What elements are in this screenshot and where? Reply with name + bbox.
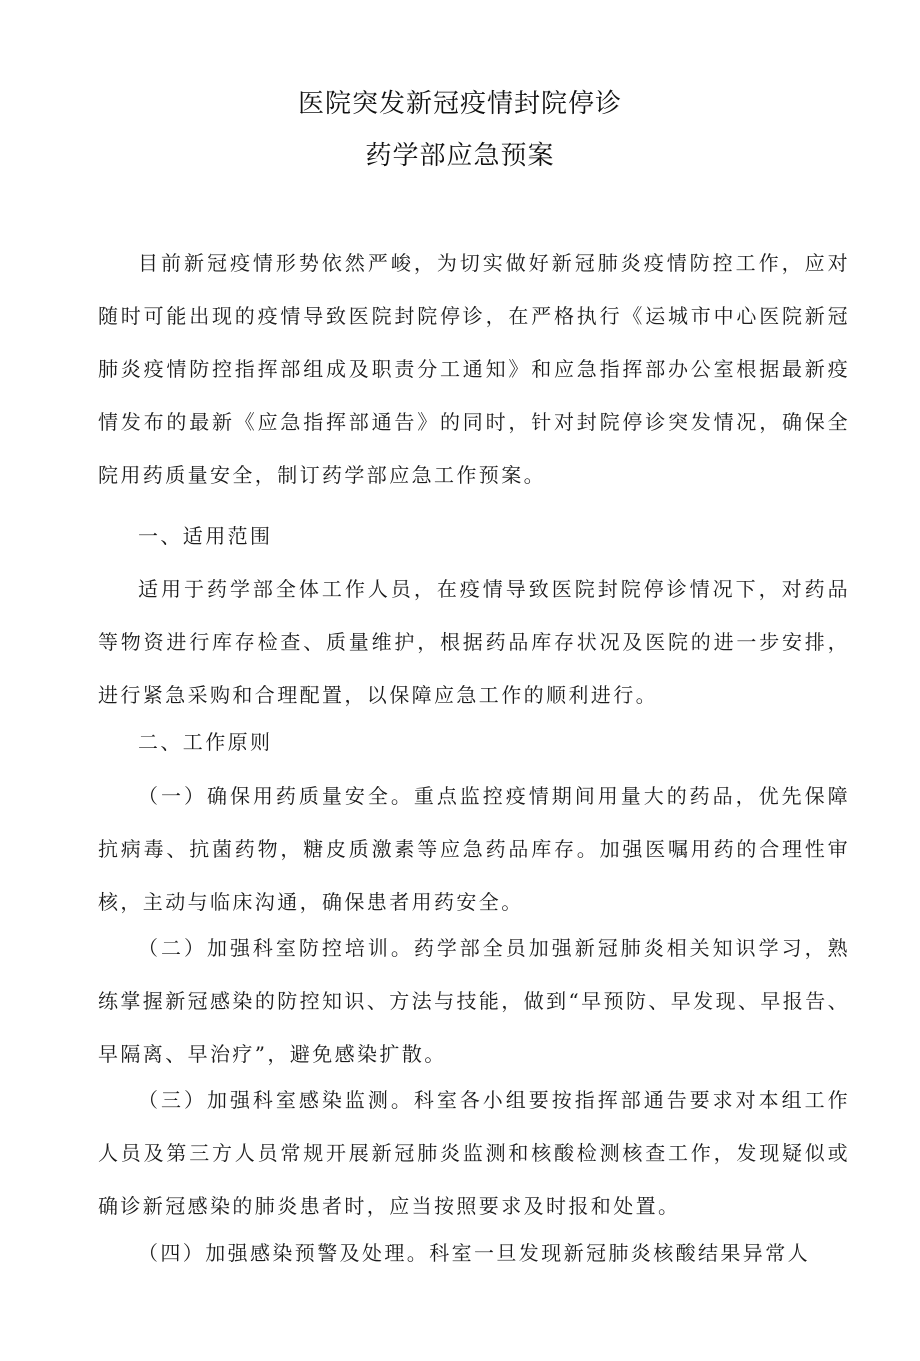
principle-paragraph-2: （二）加强科室防控培训。药学部全员加强新冠肺炎相关知识学习，熟练掌握新冠感染的防控知识、方法与技能，做到“早预防、早发现、早报告、早隔离、早治疗”，避免感染扩散。 <box>98 936 850 1066</box>
section-heading-principles: 二、工作原则 <box>138 730 273 754</box>
document-title-line-2: 药学部应急预案 <box>365 141 555 171</box>
principle-paragraph-4: （四）加强感染预警及处理。科室一旦发现新冠肺炎核酸结果异常人 <box>138 1241 810 1265</box>
principle-paragraph-3: （三）加强科室感染监测。科室各小组要按指挥部通告要求对本组工作人员及第三方人员常规开展新冠肺炎监测和核酸检测核查工作，发现疑似或确诊新冠感染的肺炎患者时，应当按照要求及时报和处置。 <box>98 1088 850 1218</box>
intro-paragraph: 目前新冠疫情形势依然严峻，为切实做好新冠肺炎疫情防控工作，应对随时可能出现的疫情导致医院封院停诊，在严格执行《运城市中心医院新冠肺炎疫情防控指挥部组成及职责分工通知》和应急指挥部办公室根据最新疫情发布的最新《应急指挥部通告》的同时，针对封院停诊突发情况，确保全院用药质量安全，制订药学部应急工作预案。 <box>98 251 850 487</box>
document-title-line-1: 医院突发新冠疫情封院停诊 <box>297 89 622 119</box>
scope-paragraph: 适用于药学部全体工作人员，在疫情导致医院封院停诊情况下，对药品等物资进行库存检查、质量维护，根据药品库存状况及医院的进一步安排，进行紧急采购和合理配置，以保障应急工作的顺利进行。 <box>98 577 850 707</box>
section-heading-scope: 一、适用范围 <box>138 524 273 548</box>
principle-paragraph-1: （一）确保用药质量安全。重点监控疫情期间用量大的药品，优先保障抗病毒、抗菌药物，糖皮质激素等应急药品库存。加强医嘱用药的合理性审核，主动与临床沟通，确保患者用药安全。 <box>98 784 850 914</box>
